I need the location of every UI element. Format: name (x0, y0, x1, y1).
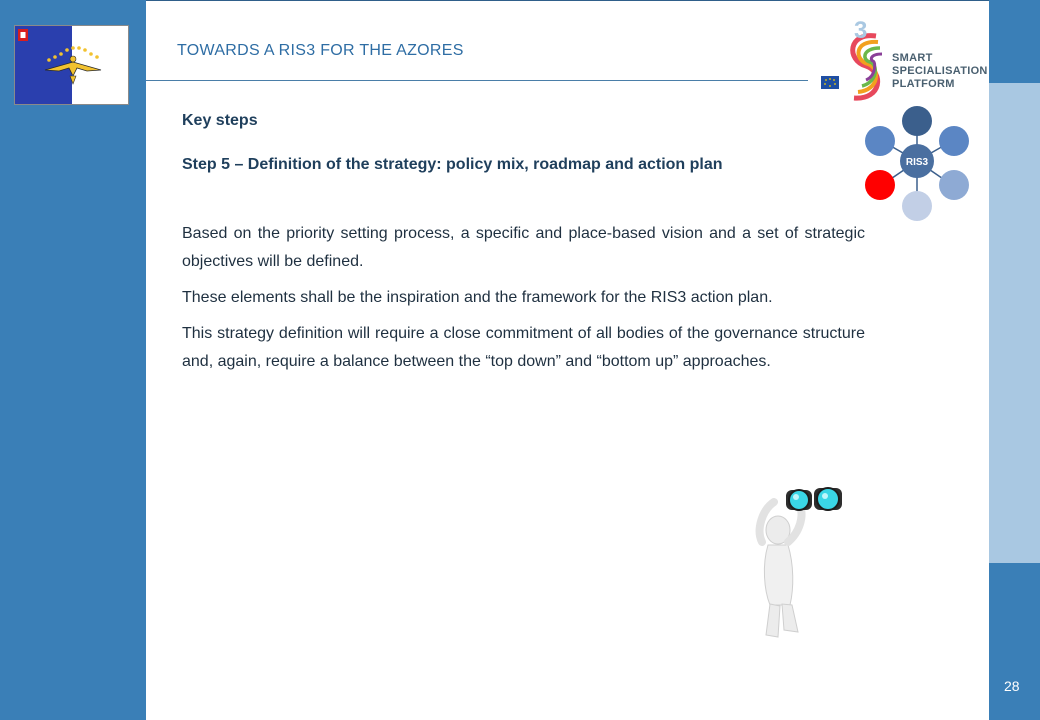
logo-line-1: SMART (892, 52, 933, 64)
header-title: TOWARDS A RIS3 FOR THE AZORES (177, 42, 464, 59)
diagram-node-6 (865, 126, 895, 156)
diagram-node-4 (902, 191, 932, 221)
top-border (146, 0, 989, 1)
logo-text (892, 52, 988, 91)
logo-line-2: SPECIALISATION (892, 65, 988, 77)
page-number: 28 (1004, 678, 1020, 694)
diagram-node-5 (865, 170, 895, 200)
header-divider (146, 80, 808, 81)
diagram-node-3 (939, 170, 969, 200)
step-title: Step 5 – Definition of the strategy: policy mix, roadmap and action plan (182, 156, 723, 173)
right-side-band-accent (989, 83, 1040, 563)
logo-line-3: PLATFORM (892, 78, 955, 90)
slide-content (182, 112, 865, 376)
diagram-node-1 (902, 106, 932, 136)
left-side-band (0, 0, 146, 720)
paragraph-3: This strategy definition will require a close commitment of all bodies of the governance structure and, again, require a balance between the “top down” and “bottom up” approaches. (182, 325, 865, 370)
azores-flag-icon (14, 25, 129, 105)
paragraph-1: Based on the priority setting process, a specific and place-based vision and a set of strategic objectives will be defined. (182, 225, 865, 270)
paragraph-2: These elements shall be the inspiration and the framework for the RIS3 action plan. (182, 289, 773, 306)
section-heading: Key steps (182, 112, 258, 129)
ris3-cycle-diagram (862, 103, 972, 223)
diagram-node-2 (939, 126, 969, 156)
diagram-center-label: RIS3 (905, 157, 929, 168)
binoculars-figure-icon (748, 470, 848, 645)
logo-numeral: 3 (854, 18, 868, 44)
